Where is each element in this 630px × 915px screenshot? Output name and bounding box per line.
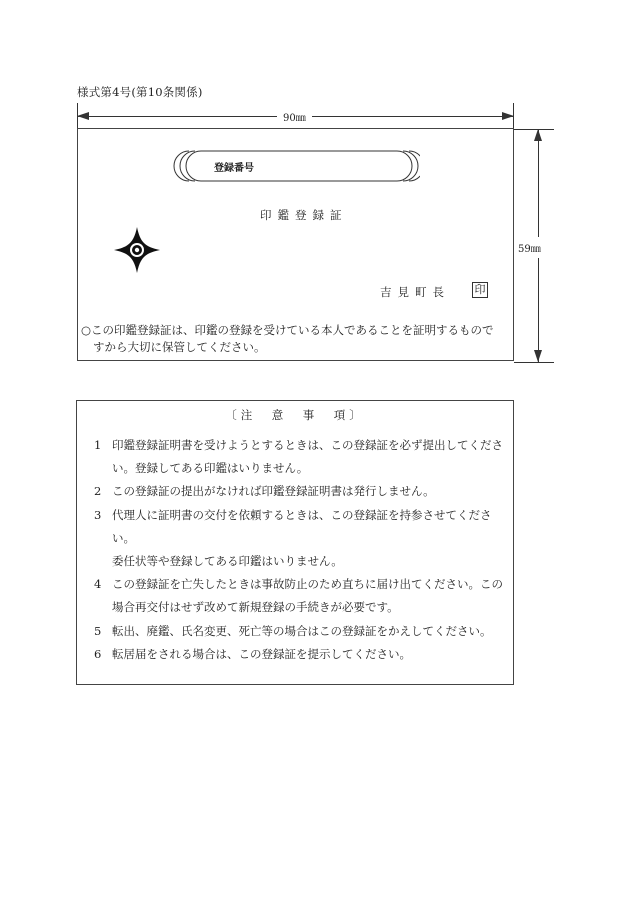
caution-item-text: この登録証の提出がなければ印鑑登録証明書は発行しません。	[112, 484, 435, 498]
caution-item-text: 委任状等や登録してある印鑑はいりません。	[112, 554, 343, 568]
caution-item-number: 5	[94, 624, 102, 638]
dimension-tick-bottom	[514, 362, 554, 363]
seal-mark: 印	[472, 282, 488, 298]
caution-title: 〔注 意 事 項〕	[225, 408, 365, 422]
caution-item-text: 代理人に証明書の交付を依頼するときは、この登録証を持参させてください。	[112, 508, 492, 545]
caution-item-number: 1	[94, 438, 102, 452]
registration-number-label: 登録番号	[214, 163, 254, 174]
form-title: 様式第4号(第10条関係)	[77, 85, 203, 99]
caution-item-text: 転出、廃鑑、氏名変更、死亡等の場合はこの登録証をかえしてください。	[112, 624, 492, 638]
caution-item-3-continued	[94, 550, 504, 573]
caution-item-4	[94, 573, 504, 619]
issuer-name: 吉見町長	[380, 285, 450, 299]
caution-item-text: 印鑑登録証明書を受けようとするときは、この登録証を必ず提出してください。登録してある印鑑はいりません。	[112, 438, 503, 475]
certificate-note-line1: ○この印鑑登録証は、印鑑の登録を受けている本人であることを証明するもので	[81, 323, 494, 337]
caution-item-number: 4	[94, 577, 102, 591]
height-dimension-label: 59㎜	[518, 237, 541, 258]
certificate-note-line2: すから大切に保管してください。	[93, 340, 266, 354]
caution-item-number: 2	[94, 484, 102, 498]
caution-item-6	[94, 643, 504, 666]
caution-item-1	[94, 434, 504, 480]
arrow-right-icon	[502, 112, 514, 120]
registration-number-frame-icon	[172, 148, 420, 184]
caution-item-3	[94, 504, 504, 550]
caution-item-number: 3	[94, 508, 102, 522]
certificate-title: 印鑑登録証	[260, 208, 348, 222]
arrow-down-icon	[534, 350, 542, 362]
caution-item-number: 6	[94, 647, 102, 661]
width-dimension-label: 90㎜	[277, 109, 312, 124]
caution-item-text: この登録証を亡失したときは事故防止のため直ちに届け出てください。この場合再交付はせず改めて新規登録の手続きが必要です。	[112, 577, 503, 614]
town-emblem-icon	[113, 226, 161, 274]
arrow-up-icon	[534, 129, 542, 141]
caution-item-5	[94, 620, 504, 643]
caution-item-text: 転居届をされる場合は、この登録証を提示してください。	[112, 647, 411, 661]
certificate-note	[81, 322, 511, 356]
arrow-left-icon	[77, 112, 89, 120]
caution-item-2	[94, 480, 504, 503]
